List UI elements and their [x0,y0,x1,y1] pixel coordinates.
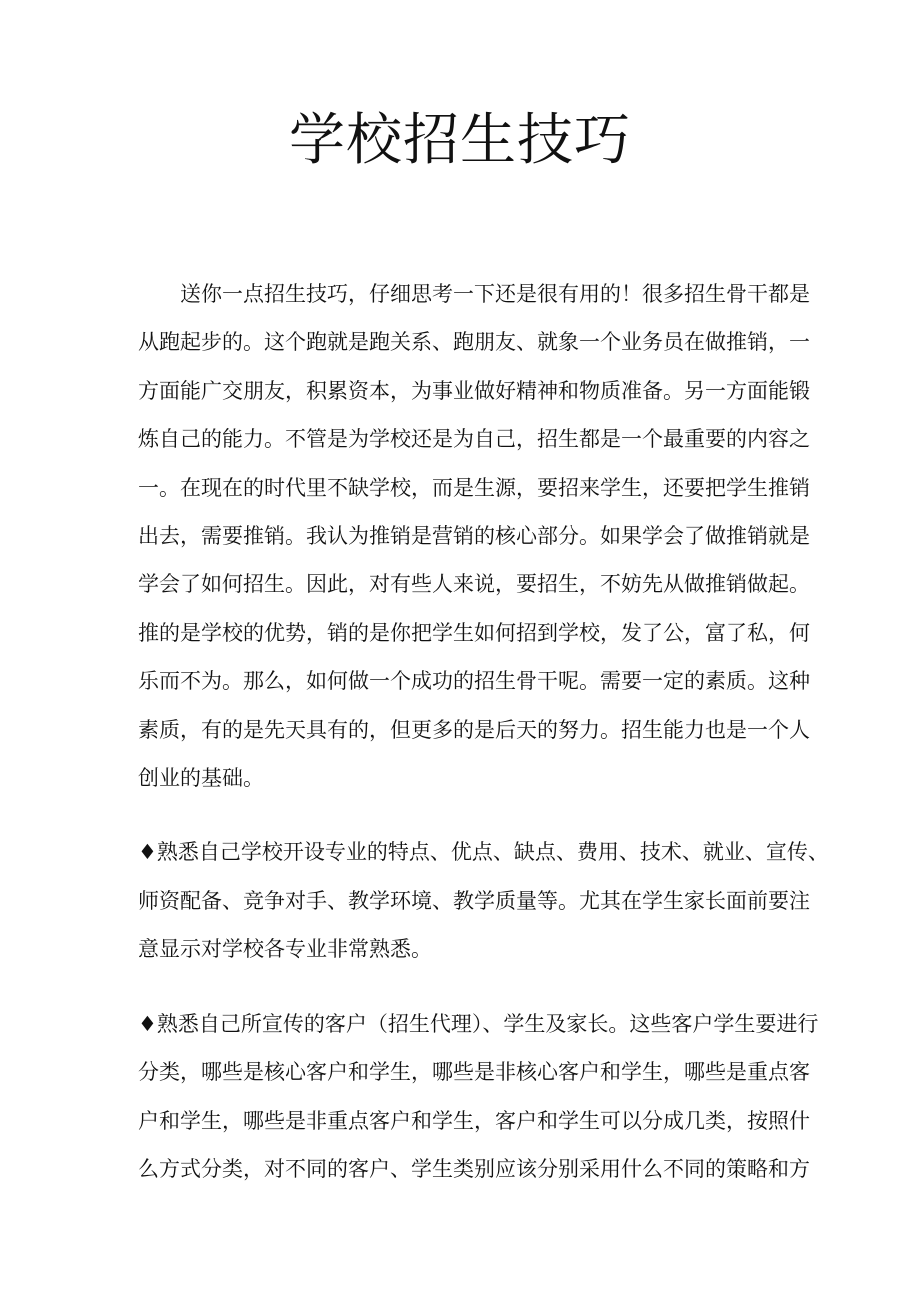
paragraph-bullet-clients [138,1000,819,1194]
paragraph-line: 炼自己的能力。不管是为学校还是为自己，招生都是一个最重要的内容之 [138,427,810,452]
paragraph-line: 推的是学校的优势，销的是你把学生如何招到学校，发了公，富了私，何 [138,620,810,645]
paragraph-line: 一。在现在的时代里不缺学校，而是生源，要招来学生，还要把学生推销 [138,475,810,500]
paragraph-bullet-school [138,828,829,973]
paragraph-line: 素质，有的是先天具有的，但更多的是后天的努力。招生能力也是一个人 [138,717,810,742]
paragraph-line: 么方式分类，对不同的客户、学生类别应该分别采用什么不同的策略和方 [138,1156,810,1181]
paragraph-line: 分类，哪些是核心客户和学生，哪些是非核心客户和学生，哪些是重点客 [138,1060,810,1085]
paragraph-line: 意显示对学校各专业非常熟悉。 [138,937,432,962]
paragraph-line: ♦熟悉自己学校开设专业的特点、优点、缺点、费用、技术、就业、宣传、 [138,840,829,865]
paragraph-line: 师资配备、竞争对手、教学环境、教学质量等。尤其在学生家长面前要注 [138,888,810,913]
document-body [138,270,829,1193]
paragraph-line: ♦熟悉自己所宣传的客户（招生代理）、学生及家长。这些客户学生要进行 [138,1011,819,1036]
paragraph-line: 创业的基础。 [138,766,264,791]
paragraph-intro [138,270,810,802]
document-title: 学校招生技巧 [289,108,631,173]
paragraph-line: 出去，需要推销。我认为推销是营销的核心部分。如果学会了做推销就是 [138,524,810,549]
paragraph-line: 乐而不为。那么，如何做一个成功的招生骨干呢。需要一定的素质。这种 [138,669,810,694]
paragraph-line: 户和学生，哪些是非重点客户和学生，客户和学生可以分成几类，按照什 [138,1108,810,1133]
paragraph-line: 从跑起步的。这个跑就是跑关系、跑朋友、就象一个业务员在做推销，一 [138,330,810,355]
paragraph-line: 学会了如何招生。因此，对有些人来说，要招生，不妨先从做推销做起。 [138,572,810,597]
paragraph-line: 送你一点招生技巧，仔细思考一下还是很有用的！很多招生骨干都是 [180,282,810,306]
paragraph-line: 方面能广交朋友，积累资本，为事业做好精神和物质准备。另一方面能锻 [138,378,810,403]
